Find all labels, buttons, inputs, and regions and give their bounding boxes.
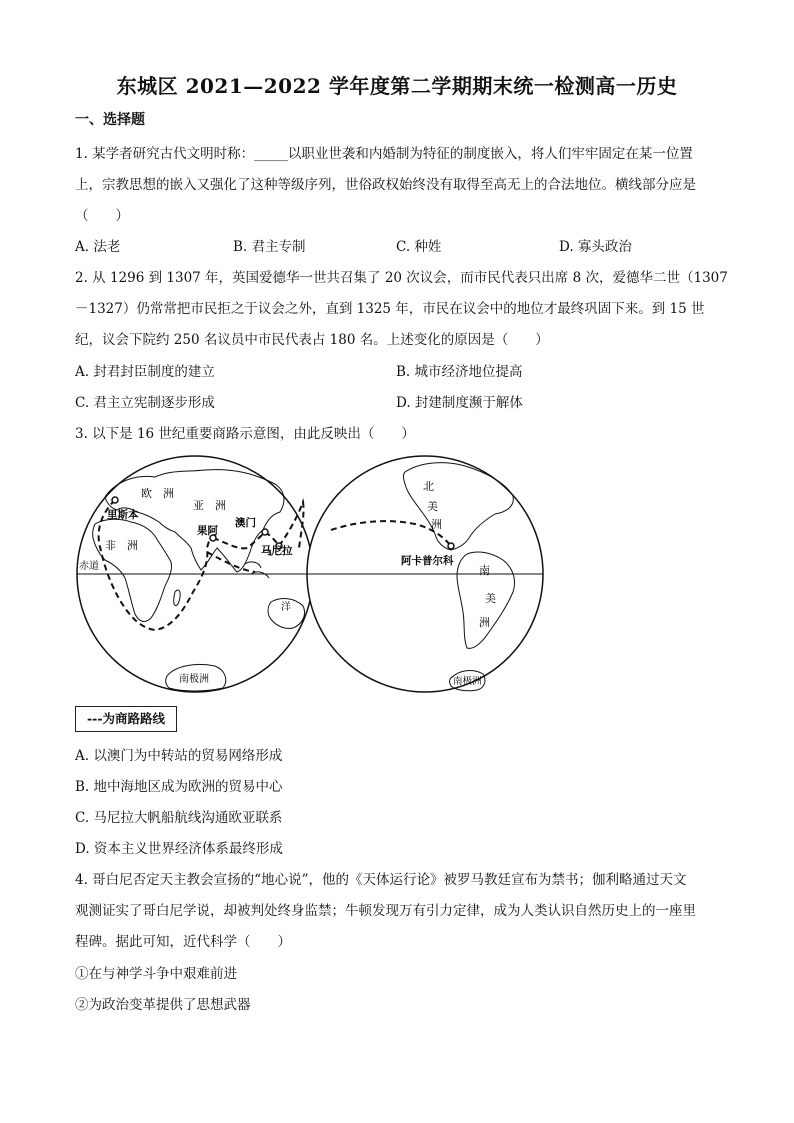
label-asia: 亚 洲 bbox=[193, 499, 226, 512]
q4-line-2: 观测证实了哥白尼学说，却被判处终身监禁；牛顿发现万有引力定律，成为人类认识自然历史上的一座里 bbox=[75, 903, 696, 919]
q4-line-3: 程碑。据此可知，近代科学（ ） bbox=[75, 934, 291, 950]
label-antarctica-left: 南极洲 bbox=[179, 674, 209, 685]
q4-item-2: ②为政治变革提供了思想武器 bbox=[75, 997, 251, 1013]
q3-option-c[interactable]: C. 马尼拉大帆船航线沟通欧亚联系 bbox=[75, 810, 283, 826]
q1-option-a[interactable]: A. 法老 bbox=[75, 239, 121, 255]
q2-option-b[interactable]: B. 城市经济地位提高 bbox=[396, 364, 523, 380]
lisbon-marker bbox=[112, 497, 118, 503]
label-macau: 澳门 bbox=[235, 517, 256, 529]
q2-option-c[interactable]: C. 君主立宪制逐步形成 bbox=[75, 395, 215, 411]
q3-option-b[interactable]: B. 地中海地区成为欧洲的贸易中心 bbox=[75, 779, 283, 795]
q1-line-2: 上，宗教思想的嵌入又强化了这种等级序列，世俗政权始终没有取得至高无上的合法地位。横线部分应是 bbox=[75, 177, 696, 193]
label-antarctica-right: 南极洲 bbox=[453, 676, 482, 687]
macau-marker bbox=[262, 529, 268, 535]
label-africa: 非 洲 bbox=[105, 539, 138, 552]
q1-line-1: 1. 某学者研究古代文明时称：_____以职业世袭和内婚制为特征的制度嵌入，将人们牢牢固定在某一位置 bbox=[75, 146, 693, 162]
q2-line-1: 2. 从 1296 到 1307 年，英国爱德华一世共召集了 20 次议会，而市民代表只出席 8 次，爱德华二世（1307 bbox=[75, 270, 728, 286]
q2-option-d[interactable]: D. 封建制度濒于解体 bbox=[396, 395, 523, 411]
label-south-america-2: 美 bbox=[485, 592, 496, 605]
q1-option-b[interactable]: B. 君主专制 bbox=[233, 239, 306, 255]
label-south-america-1: 南 bbox=[479, 564, 490, 577]
q2-line-3: 纪，议会下院约 250 名议员中市民代表占 180 名。上述变化的原因是（ ） bbox=[75, 332, 549, 348]
acapulco-marker bbox=[448, 543, 454, 549]
label-north-america-1: 北 bbox=[423, 480, 434, 493]
label-manila: 马尼拉 bbox=[261, 545, 293, 557]
label-lisbon: 里斯本 bbox=[107, 509, 139, 521]
page-title: 东城区 2021—2022 学年度第二学期期末统一检测高一历史 bbox=[116, 74, 678, 98]
section-heading: 一、选择题 bbox=[75, 112, 145, 128]
q2-option-a[interactable]: A. 封君封臣制度的建立 bbox=[75, 364, 215, 380]
label-north-america-3: 洲 bbox=[431, 518, 442, 531]
q3-option-a[interactable]: A. 以澳门为中转站的贸易网络形成 bbox=[75, 748, 283, 764]
label-equator: 赤道 bbox=[79, 561, 99, 572]
label-goa: 果阿 bbox=[197, 525, 218, 537]
trade-route-map bbox=[75, 452, 550, 697]
q4-line-1: 4. 哥白尼否定天主教会宣扬的“地心说”，他的《天体运行论》被罗马教廷宣布为禁书；伽利略通过天文 bbox=[75, 872, 687, 888]
q2-line-2: －1327）仍常常把市民拒之于议会之外，直到 1325 年，市民在议会中的地位才最终巩固下来。到 15 世 bbox=[75, 301, 705, 317]
q1-option-c[interactable]: C. 种姓 bbox=[396, 239, 442, 255]
q3-stem: 3. 以下是 16 世纪重要商路示意图，由此反映出（ ） bbox=[75, 426, 415, 442]
label-oceania: 洋 bbox=[281, 602, 291, 613]
q3-option-d[interactable]: D. 资本主义世界经济体系最终形成 bbox=[75, 841, 283, 857]
q1-option-d[interactable]: D. 寡头政治 bbox=[559, 239, 632, 255]
q4-item-1: ①在与神学斗争中艰难前进 bbox=[75, 966, 237, 982]
map-legend: ---为商路路线 bbox=[75, 706, 177, 732]
q1-line-3: （ ） bbox=[75, 208, 129, 224]
label-south-america-3: 洲 bbox=[479, 616, 490, 629]
label-acapulco: 阿卡普尔科 bbox=[401, 555, 454, 567]
label-north-america-2: 美 bbox=[427, 500, 438, 513]
label-europe: 欧 洲 bbox=[141, 487, 174, 500]
